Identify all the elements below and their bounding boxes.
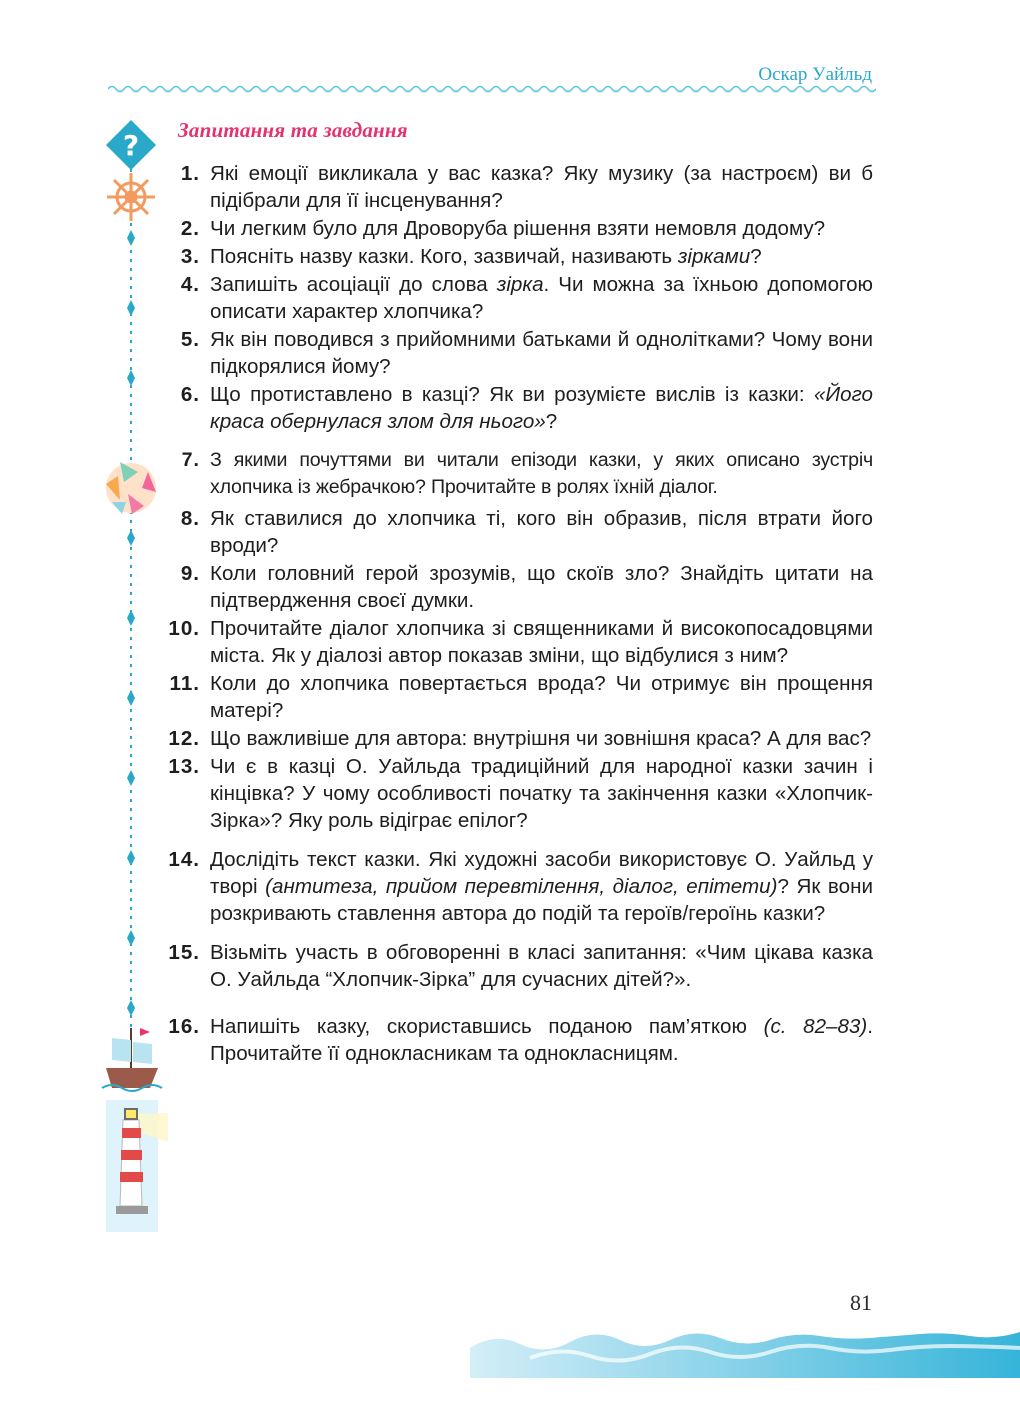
- question-text: Як ставилися до хлопчика ті, кого він образив, після втрати його вроди?: [210, 507, 873, 557]
- question-number: 15.: [168, 941, 200, 964]
- question-number: 6.: [180, 383, 200, 406]
- question-number: 12.: [168, 727, 200, 750]
- question-text: Коли до хлопчика повертається врода? Чи отримує він прощення матері?: [210, 672, 873, 722]
- question-text: Що протиставлено в казці? Як ви розумієте вислів із казки: «Його краса обернулася злом для нього»?: [210, 383, 873, 433]
- lighthouse-icon: [106, 1100, 168, 1232]
- question-number: 11.: [169, 672, 200, 695]
- question-text: Як він поводився з прийомними батьками й однолітками? Чому вони підкорялися йому?: [210, 328, 873, 378]
- ship-wheel-icon: [107, 173, 155, 221]
- question-text: Напишіть казку, скориставшись поданою пам’яткою (с. 82–83). Прочитайте її однокласникам та однокласницям.: [210, 1015, 873, 1065]
- question-item: [160, 725, 873, 752]
- question-item: [160, 670, 873, 724]
- question-number: 1.: [180, 162, 200, 185]
- question-text: Прочитайте діалог хлопчика зі священниками й високопосадовцями міста. Як у діалозі автор показав зміни, що відбулися з ним?: [210, 617, 873, 667]
- question-item: [160, 939, 873, 993]
- question-text: Чи є в казці О. Уайльда традиційний для народної казки зачин і кінцівка? У чому особливості початку та закінчення казки «Хлопчик-Зірка»? Яку роль відіграє епілог?: [210, 755, 873, 832]
- question-item: [160, 560, 873, 614]
- dialog-arrows-icon: [106, 462, 156, 514]
- question-item: [160, 381, 873, 435]
- question-number: 2.: [180, 217, 200, 240]
- question-text: З якими почуттями ви читали епізоди казки, у яких описано зустріч хлопчика із жебрачкою? Прочитайте в ролях їхній діалог.: [210, 449, 873, 498]
- question-item: [160, 753, 873, 834]
- question-text: Чи легким було для Дроворуба рішення взяти немовля додому?: [210, 217, 826, 240]
- question-text: Дослідіть текст казки. Які художні засоби використовує О. Уайльд у творі (антитеза, прийом перевтілення, діалог, епітети)? Як вони розкривають ставлення автора до подій та героїв/героїнь казки?: [210, 848, 873, 925]
- question-number: 14.: [168, 848, 200, 871]
- question-number: 4.: [180, 273, 200, 296]
- question-text: Що важливіше для автора: внутрішня чи зовнішня краса? А для вас?: [210, 727, 872, 750]
- running-head: Оскар Уайльд: [758, 64, 872, 85]
- question-number: 3.: [180, 245, 200, 268]
- header-wave-divider: [108, 84, 876, 94]
- question-item: [160, 505, 873, 559]
- page-number: 81: [850, 1290, 872, 1315]
- question-text: Поясніть назву казки. Кого, зазвичай, називають зірками?: [210, 245, 762, 268]
- section-title: Запитання та завдання: [178, 118, 408, 142]
- question-diamond-icon: [106, 120, 156, 170]
- question-number: 5.: [180, 328, 200, 351]
- footer-wave: [470, 1318, 1020, 1378]
- question-item: [160, 215, 873, 242]
- question-item: [160, 326, 873, 380]
- question-item: [160, 243, 873, 270]
- svg-text:?: ?: [122, 129, 140, 162]
- question-item: [160, 846, 873, 927]
- question-item: [160, 615, 873, 669]
- question-number: 13.: [168, 755, 200, 778]
- question-number: 10.: [168, 617, 200, 640]
- question-number: 9.: [180, 562, 200, 585]
- ship-icon: [102, 1028, 162, 1091]
- question-number: 8.: [180, 507, 200, 530]
- question-list: [160, 160, 873, 1068]
- question-text: Коли головний герой зрозумів, що скоїв зло? Знайдіть цитати на підтвердження своєї думки.: [210, 562, 873, 612]
- question-text: Які емоції викликала у вас казка? Яку музику (за настроєм) ви б підібрали для її інсценування?: [210, 162, 873, 212]
- question-item: [160, 447, 873, 501]
- question-item: [160, 160, 873, 214]
- question-item: [160, 271, 873, 325]
- question-text: Візьміть участь в обговоренні в класі запитання: «Чим цікава казка О. Уайльда “Хлопчик-Зірка” для сучасних дітей?».: [210, 941, 873, 991]
- question-number: 7.: [181, 449, 200, 471]
- question-text: Запишіть асоціації до слова зірка. Чи можна за їхньою допомогою описати характер хлопчика?: [210, 273, 874, 323]
- question-number: 16.: [168, 1015, 200, 1038]
- question-item: [160, 1013, 873, 1067]
- decorative-rail: [98, 110, 168, 1235]
